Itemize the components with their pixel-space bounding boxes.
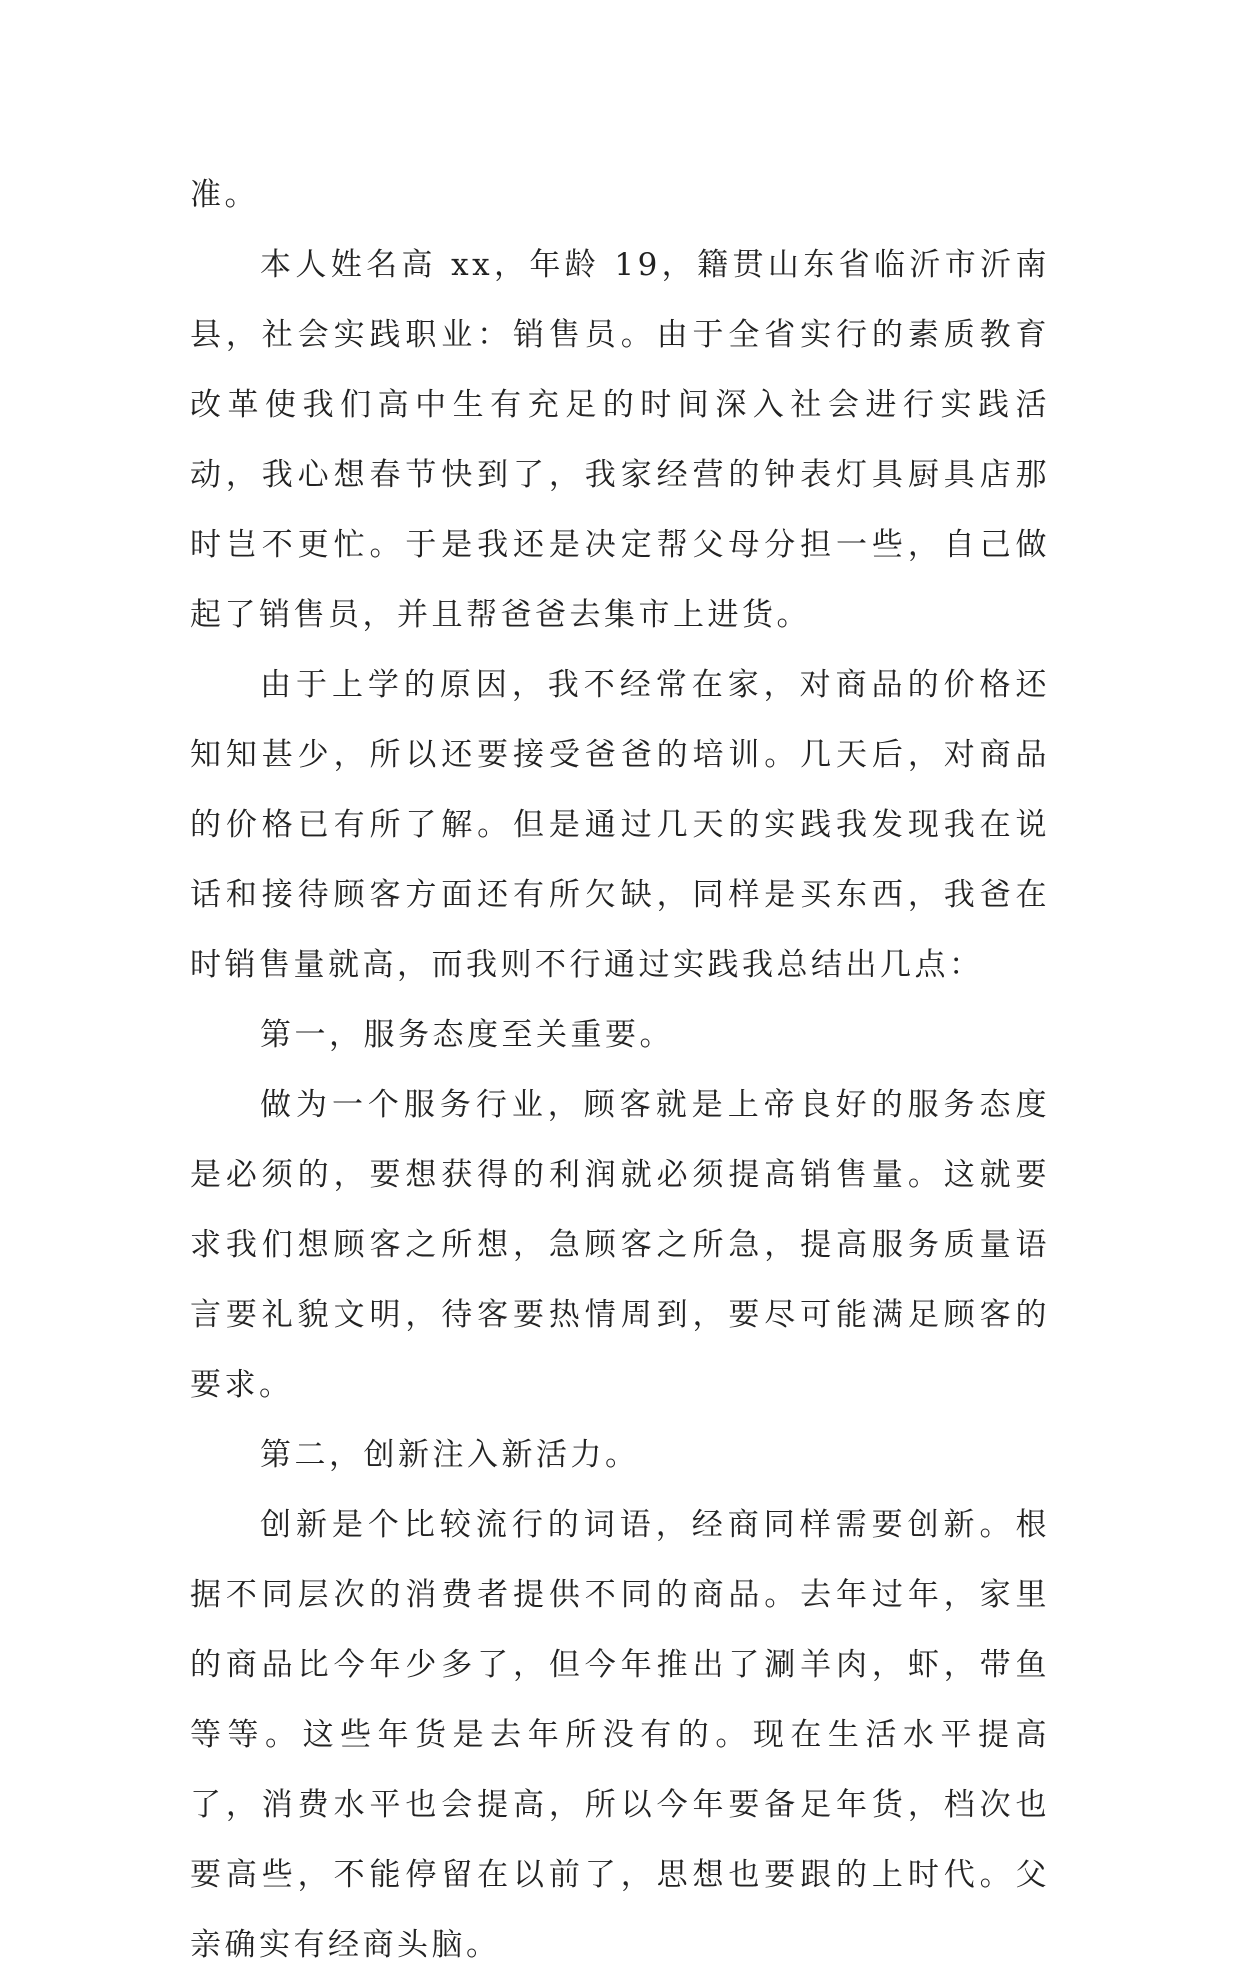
paragraph-service-attitude: 做为一个服务行业，顾客就是上帝良好的服务态度是必须的，要想获得的利润就必须提高销售量。这就要求我们想顾客之所想，急顾客之所急，提高服务质量语言要礼貌文明，待客要热情周到，要尽可能满足顾客的要求。 [190, 1087, 1050, 1403]
paragraph-innovation: 创新是个比较流行的词语，经商同样需要创新。根据不同层次的消费者提供不同的商品。去年过年，家里的商品比今年少多了，但今年推出了涮羊肉，虾，带鱼等等。这些年货是去年所没有的。现在生活水平提高了，消费水平也会提高，所以今年要备足年货，档次也要高些，不能停留在以前了，思想也要跟的上时代。父亲确实有经商头脑。 [190, 1507, 1050, 1963]
paragraph-personal-info: 本人姓名高 xx，年龄 19，籍贯山东省临沂市沂南县，社会实践职业：销售员。由于全省实行的素质教育改革使我们高中生有充足的时间深入社会进行实践活动，我心想春节快到了，我家经营的钟表灯具厨具店那时岂不更忙。于是我还是决定帮父母分担一些，自己做起了销售员，并且帮爸爸去集市上进货。 [190, 247, 1050, 633]
paragraph-training: 由于上学的原因，我不经常在家，对商品的价格还知知甚少，所以还要接受爸爸的培训。几天后，对商品的价格已有所了解。但是通过几天的实践我发现我在说话和接待顾客方面还有所欠缺，同样是买东西，我爸在时销售量就高，而我则不行通过实践我总结出几点： [190, 667, 1050, 983]
paragraph-continuation: 准。 [190, 177, 259, 213]
heading-point-two: 第二，创新注入新活力。 [260, 1437, 640, 1473]
document-body [190, 160, 1050, 1980]
heading-point-one: 第一，服务态度至关重要。 [260, 1017, 674, 1053]
